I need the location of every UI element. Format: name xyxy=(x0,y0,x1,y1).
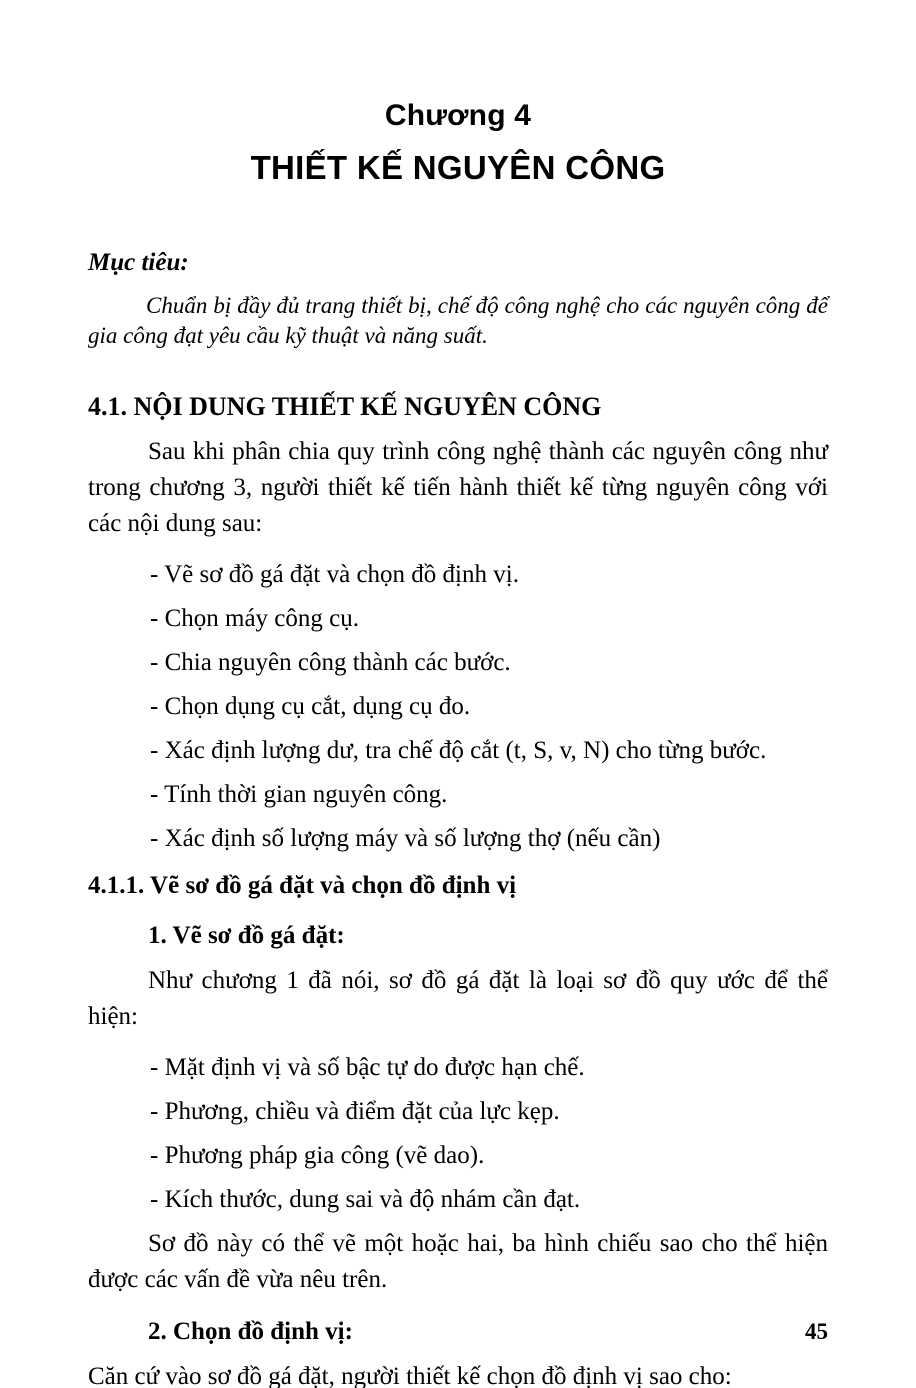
list-item: - Phương, chiều và điểm đặt của lực kẹp. xyxy=(150,1098,560,1125)
objective-label: Mục tiêu: xyxy=(88,249,189,276)
subsection-heading-2: 2. Chọn đồ định vị: xyxy=(148,1318,353,1345)
subsection-1-list xyxy=(88,1053,828,1215)
page-number: 45 xyxy=(805,1319,828,1344)
list-item: - Vẽ sơ đồ gá đặt và chọn đồ định vị. xyxy=(150,561,519,588)
list-item: - Xác định lượng dư, tra chế độ cắt (t, S, v, N) cho từng bước. xyxy=(150,737,767,764)
subsection-2-intro: Căn cứ vào sơ đồ gá đặt, người thiết kế chọn đồ định vị sao cho: xyxy=(88,1363,732,1388)
list-item: - Tính thời gian nguyên công. xyxy=(150,781,448,808)
section-heading-4-1-1: 4.1.1. Vẽ sơ đồ gá đặt và chọn đồ định vị xyxy=(88,872,517,899)
list-item: - Phương pháp gia công (vẽ dao). xyxy=(150,1142,485,1169)
list-item: - Chia nguyên công thành các bước. xyxy=(150,649,511,676)
list-item: - Chọn dụng cụ cắt, dụng cụ đo. xyxy=(150,693,471,720)
list-item: - Kích thước, dung sai và độ nhám cần đạt. xyxy=(150,1186,581,1213)
section-4-1-intro: Sau khi phân chia quy trình công nghệ thành các nguyên công như trong chương 3, người thiết kế tiến hành thiết kế từng nguyên công với các nội dung sau: xyxy=(88,438,828,537)
objective-text: Chuẩn bị đầy đủ trang thiết bị, chế độ công nghệ cho các nguyên công để gia công đạt yêu cầu kỹ thuật và năng suất. xyxy=(88,293,828,348)
section-heading-4-1: 4.1. NỘI DUNG THIẾT KẾ NGUYÊN CÔNG xyxy=(88,392,602,421)
page-content xyxy=(88,0,828,1388)
subsection-1-intro: Như chương 1 đã nói, sơ đồ gá đặt là loại sơ đồ quy ước để thể hiện: xyxy=(88,967,828,1030)
section-4-1-list xyxy=(88,560,828,854)
list-item: - Mặt định vị và số bậc tự do được hạn chế. xyxy=(150,1054,585,1081)
subsection-1-closing: Sơ đồ này có thể vẽ một hoặc hai, ba hình chiếu sao cho thể hiện được các vấn đề vừa nêu trên. xyxy=(88,1230,828,1293)
chapter-number: Chương 4 xyxy=(384,99,532,132)
subsection-heading-1: 1. Vẽ sơ đồ gá đặt: xyxy=(148,922,345,949)
chapter-title-block xyxy=(88,0,828,188)
list-item: - Xác định số lượng máy và số lượng thợ (nếu cần) xyxy=(150,825,661,852)
list-item: - Chọn máy công cụ. xyxy=(150,605,359,632)
chapter-title: THIẾT KẾ NGUYÊN CÔNG xyxy=(250,149,666,186)
